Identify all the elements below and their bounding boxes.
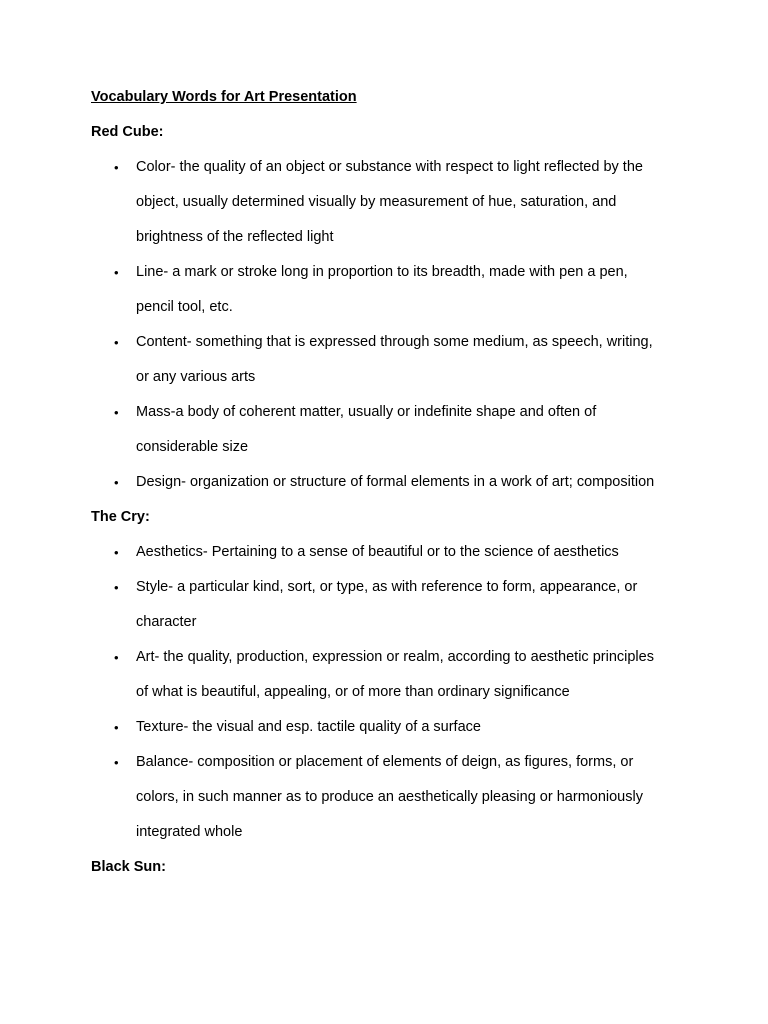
definition-line: Mass-a body of coherent matter, usually or indefinite shape and often of: [136, 404, 597, 420]
bullet-icon: •: [114, 405, 119, 420]
definition-line: Line- a mark or stroke long in proportion to its breadth, made with pen a pen,: [136, 264, 628, 280]
definition-line: or any various arts: [136, 369, 256, 385]
definition-line: Texture- the visual and esp. tactile quality of a surface: [136, 719, 481, 735]
definition-line: considerable size: [136, 439, 249, 455]
definition-line: character: [136, 614, 197, 630]
bullet-icon: •: [114, 545, 119, 560]
definition-line: Content- something that is expressed through some medium, as speech, writing,: [136, 334, 653, 350]
bullet-icon: •: [114, 720, 119, 735]
document-title: Vocabulary Words for Art Presentation: [91, 89, 357, 105]
bullet-icon: •: [114, 755, 119, 770]
definition-line: Aesthetics- Pertaining to a sense of beautiful or to the science of aesthetics: [136, 544, 619, 560]
definition-line: of what is beautiful, appealing, or of more than ordinary significance: [136, 684, 570, 700]
bullet-icon: •: [114, 475, 119, 490]
definition-line: Art- the quality, production, expression or realm, according to aesthetic principles: [136, 649, 654, 665]
definition-line: Style- a particular kind, sort, or type, as with reference to form, appearance, or: [136, 579, 638, 595]
section-heading: Red Cube:: [91, 124, 164, 140]
section-heading: Black Sun:: [91, 859, 166, 875]
definition-line: Balance- composition or placement of elements of deign, as figures, forms, or: [136, 754, 634, 770]
definition-line: Design- organization or structure of formal elements in a work of art; composition: [136, 474, 655, 490]
definition-line: colors, in such manner as to produce an aesthetically pleasing or harmoniously: [136, 789, 643, 805]
section-heading: The Cry:: [91, 509, 150, 525]
definition-line: Color- the quality of an object or substance with respect to light reflected by the: [136, 159, 643, 175]
bullet-icon: •: [114, 580, 119, 595]
definition-line: integrated whole: [136, 824, 243, 840]
definition-line: pencil tool, etc.: [136, 299, 233, 315]
bullet-icon: •: [114, 650, 119, 665]
definition-line: object, usually determined visually by measurement of hue, saturation, and: [136, 194, 617, 210]
bullet-icon: •: [114, 265, 119, 280]
definition-line: brightness of the reflected light: [136, 229, 334, 245]
bullet-icon: •: [114, 335, 119, 350]
bullet-icon: •: [114, 160, 119, 175]
